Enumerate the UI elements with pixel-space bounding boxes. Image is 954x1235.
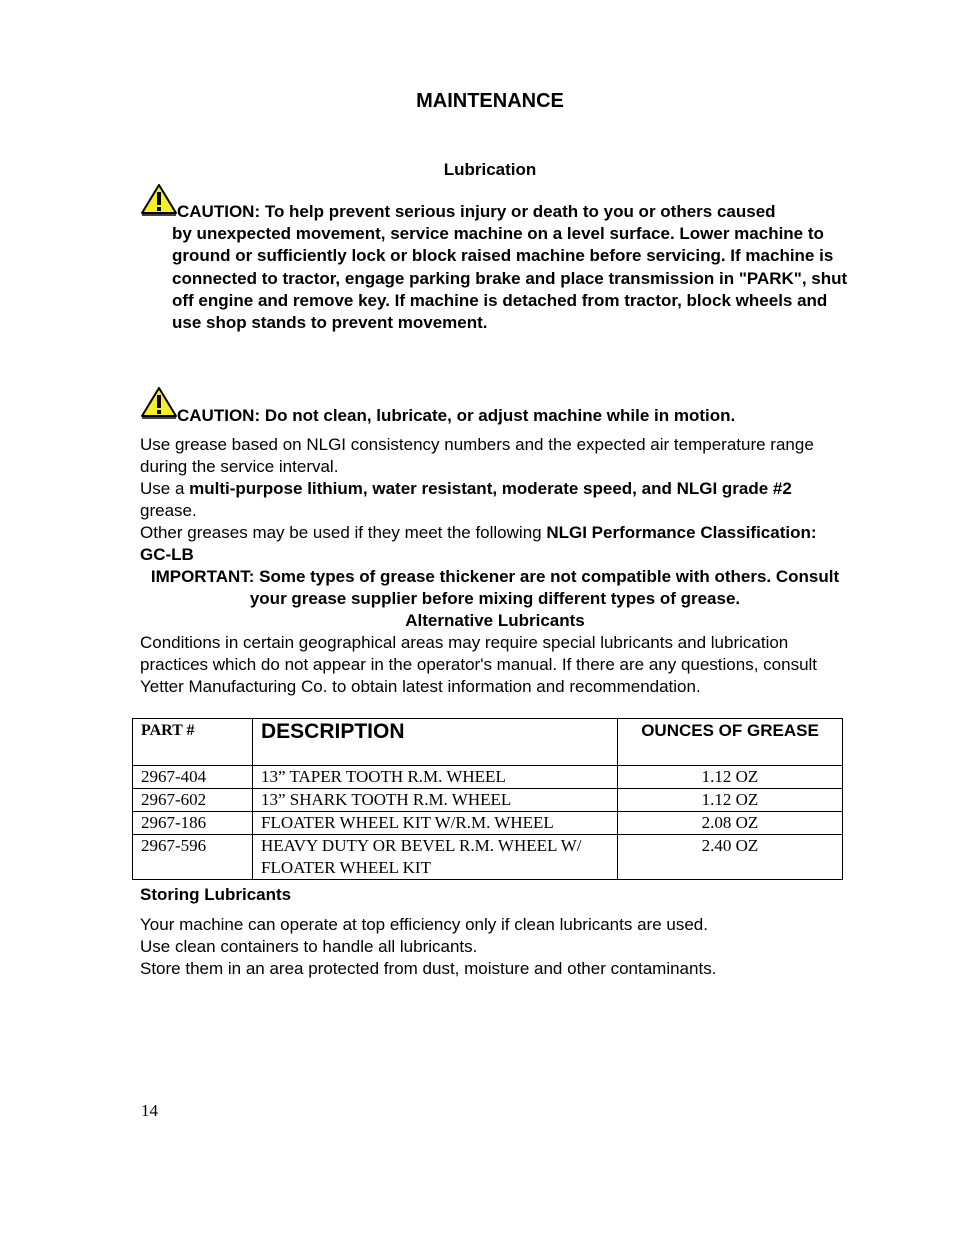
- caution-motion: CAUTION: Do not clean, lubricate, or adjust machine while in motion.: [177, 406, 736, 425]
- storing-line: Use clean containers to handle all lubricants.: [140, 937, 478, 956]
- table-row: [133, 812, 843, 835]
- cell-part: 2967-404: [133, 766, 253, 789]
- grease-type-bold: multi-purpose lithium, water resistant, moderate speed, and NLGI grade #2: [189, 479, 792, 498]
- header-part: PART #: [133, 719, 253, 766]
- cell-ounces: 1.12 OZ: [618, 789, 843, 812]
- caution-block-movement: [172, 201, 857, 334]
- cell-ounces: 2.40 OZ: [618, 835, 843, 880]
- table-row: [133, 766, 843, 789]
- warning-triangle-icon: [140, 386, 178, 420]
- important-notice: IMPORTANT: Some types of grease thickener are not compatible with others. Consult your grease supplier before mixing different types of grease.: [150, 567, 840, 608]
- cell-description: 13” TAPER TOOTH R.M. WHEEL: [253, 766, 618, 789]
- alt-lubricants-heading: Alternative Lubricants: [405, 611, 585, 630]
- storing-heading: Storing Lubricants: [140, 885, 292, 904]
- header-ounces: OUNCES OF GREASE: [618, 719, 843, 766]
- storing-body: [140, 914, 850, 980]
- cell-ounces: 2.08 OZ: [618, 812, 843, 835]
- alt-lubricants-paragraph: Conditions in certain geographical areas may require special lubricants and lubrication practices which do not appear in the operator's manual. If there are any questions, consult Yetter Manufacturing Co. to obtain latest information and recommendation.: [140, 633, 818, 696]
- grease-type-paragraph: Use a multi-purpose lithium, water resistant, moderate speed, and NLGI grade #2 grease.: [140, 479, 792, 520]
- section-subtitle: Lubrication: [443, 160, 537, 179]
- cell-part: 2967-596: [133, 835, 253, 880]
- storing-line: Your machine can operate at top efficiency only if clean lubricants are used.: [140, 915, 708, 934]
- lubrication-body: [140, 434, 850, 698]
- cell-description: FLOATER WHEEL KIT W/R.M. WHEEL: [253, 812, 618, 835]
- page-title: MAINTENANCE: [416, 90, 564, 112]
- table-row: [133, 835, 843, 880]
- grease-table: [132, 718, 843, 880]
- header-description: DESCRIPTION: [253, 719, 618, 766]
- warning-triangle-icon: [140, 183, 178, 217]
- cell-ounces: 1.12 OZ: [618, 766, 843, 789]
- table-header-row: [133, 719, 843, 766]
- nlgi-classification-bold: NLGI Performance Classification: GC-LB: [140, 523, 817, 564]
- cell-description: 13” SHARK TOOTH R.M. WHEEL: [253, 789, 618, 812]
- cell-part: 2967-602: [133, 789, 253, 812]
- storing-line: Store them in an area protected from dust, moisture and other contaminants.: [140, 959, 717, 978]
- page-number: 14: [141, 1101, 158, 1120]
- cell-part: 2967-186: [133, 812, 253, 835]
- other-greases-paragraph: Other greases may be used if they meet the following NLGI Performance Classification: GC-LB: [140, 523, 817, 564]
- grease-nlgi-paragraph: Use grease based on NLGI consistency numbers and the expected air temperature range during the service interval.: [140, 435, 814, 476]
- table-row: [133, 789, 843, 812]
- cell-description: HEAVY DUTY OR BEVEL R.M. WHEEL W/ FLOATER WHEEL KIT: [253, 835, 618, 880]
- caution-detail: by unexpected movement, service machine on a level surface. Lower machine to ground or sufficiently lock or block raised machine before servicing. If machine is connected to tractor, engage parking brake and place transmission in "PARK", shut off engine and remove key. If machine is detached from tractor, block wheels and use shop stands to prevent movement.: [172, 224, 848, 333]
- caution-lead: CAUTION: To help prevent serious injury or death to you or others caused: [177, 202, 776, 221]
